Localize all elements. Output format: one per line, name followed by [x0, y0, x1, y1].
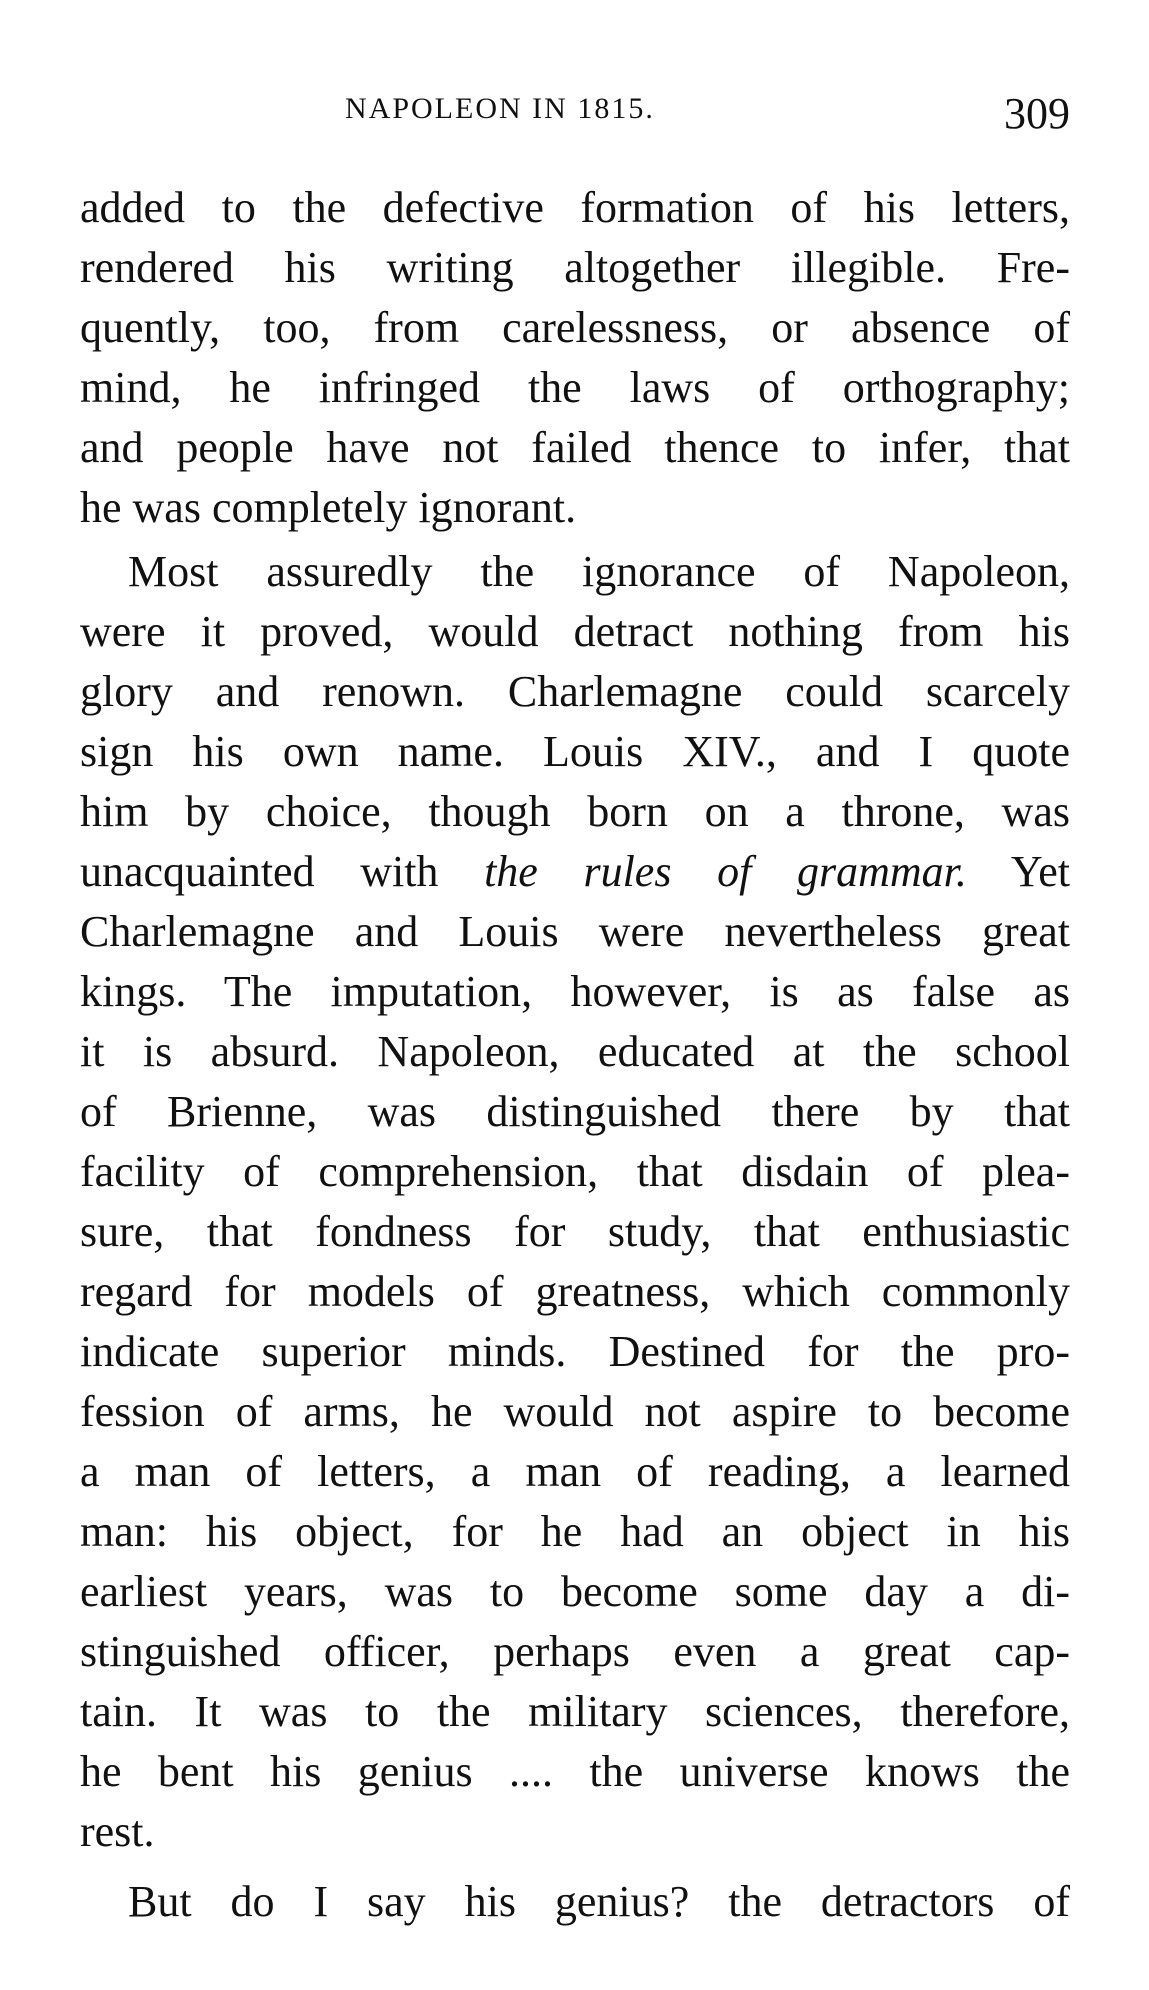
text-segment: Yet [966, 847, 1070, 896]
body-text [80, 178, 1070, 1932]
text-line: sure, that fondness for study, that enthusiastic [80, 1207, 1070, 1256]
text-segment: unacquainted with [80, 847, 485, 896]
italic-phrase: the rules of grammar. [484, 847, 967, 896]
text-line: he was completely ignorant. [80, 483, 577, 532]
text-line: But do I say his genius? the detractors of [128, 1877, 1070, 1926]
text-line: Most assuredly the ignorance of Napoleon, [128, 547, 1070, 596]
text-line: stinguished officer, perhaps even a great cap- [80, 1627, 1070, 1676]
text-line-with-italic [80, 842, 1070, 902]
text-line: rest. [80, 1807, 155, 1856]
text-line: facility of comprehension, that disdain of plea- [80, 1147, 1070, 1196]
text-line: mind, he infringed the laws of orthography; [80, 363, 1070, 412]
text-line: indicate superior minds. Destined for the pro- [80, 1327, 1070, 1376]
text-line: sign his own name. Louis XIV., and I quote [80, 727, 1070, 776]
text-line: glory and renown. Charlemagne could scarcely [80, 667, 1070, 716]
text-line: man: his object, for he had an object in his [80, 1507, 1070, 1556]
page-header [80, 89, 1070, 142]
page-number: 309 [1004, 89, 1070, 138]
text-line: rendered his writing altogether illegible. Fre- [80, 243, 1070, 292]
text-line: quently, too, from carelessness, or absence of [80, 303, 1070, 352]
text-line: and people have not failed thence to infer, that [80, 423, 1070, 472]
text-line: him by choice, though born on a throne, was [80, 787, 1070, 836]
text-line: of Brienne, was distinguished there by that [80, 1087, 1070, 1136]
text-line: Charlemagne and Louis were nevertheless great [80, 907, 1070, 956]
text-line: fession of arms, he would not aspire to become [80, 1387, 1070, 1436]
text-line: he bent his genius .... the universe knows the [80, 1747, 1070, 1796]
text-line: earliest years, was to become some day a di- [80, 1567, 1070, 1616]
text-line: a man of letters, a man of reading, a learned [80, 1447, 1070, 1496]
text-line: regard for models of greatness, which commonly [80, 1267, 1070, 1316]
text-line: were it proved, would detract nothing from his [80, 607, 1070, 656]
text-line: added to the defective formation of his letters, [80, 183, 1070, 232]
text-line: tain. It was to the military sciences, therefore, [80, 1687, 1070, 1736]
running-title: NAPOLEON IN 1815. [345, 92, 655, 125]
text-line: kings. The imputation, however, is as false as [80, 967, 1070, 1016]
text-line: it is absurd. Napoleon, educated at the school [80, 1027, 1070, 1076]
